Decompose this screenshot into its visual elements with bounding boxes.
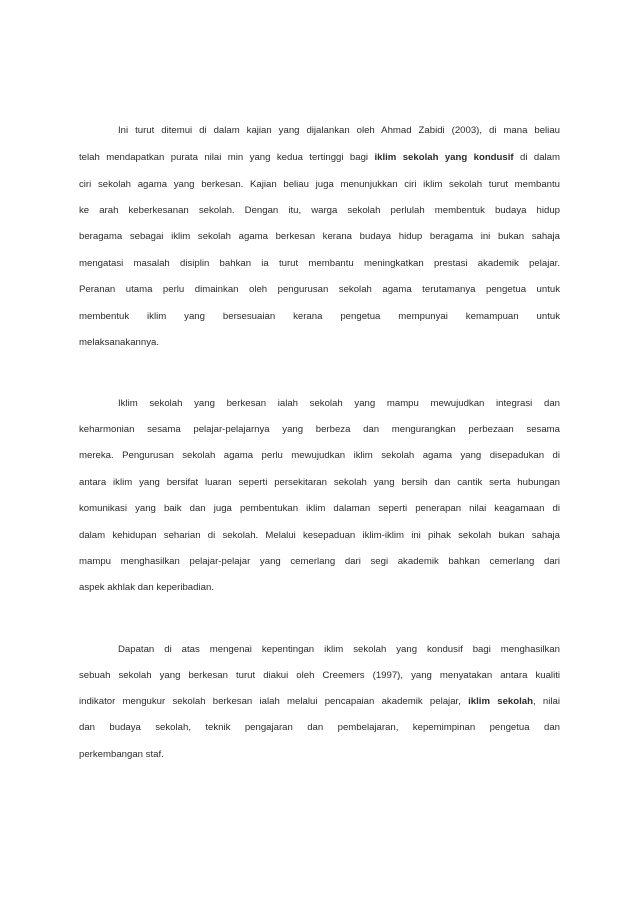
text-line: mereka. Pengurusan sekolah agama perlu mewujudkan iklim sekolah agama yang disepadukan di <box>79 450 560 461</box>
text-line: perkembangan staf. <box>79 749 164 760</box>
bold-phrase: iklim sekolah <box>468 696 533 707</box>
text-line: Peranan utama perlu dimainkan oleh pengurusan sekolah agama terutamanya pengetua untuk <box>79 284 560 295</box>
text-line: membentuk iklim yang bersesuaian kerana pengetua mempunyai kemampuan untuk <box>79 311 560 322</box>
text-line: antara iklim yang bersifat luaran seperti persekitaran sekolah yang bersih dan cantik serta hubungan <box>79 477 560 488</box>
text-line: ke arah keberkesanan sekolah. Dengan itu, warga sekolah perlulah membentuk budaya hidup <box>79 205 560 216</box>
text-line: dan budaya sekolah, teknik pengajaran dan pembelajaran, kepemimpinan pengetua dan <box>79 722 560 733</box>
text-line: komunikasi yang baik dan juga pembentukan iklim dalaman seperti penerapan nilai keagamaan di <box>79 503 560 514</box>
text-line: keharmonian sesama pelajar-pelajarnya yang berbeza dan mengurangkan perbezaan sesama <box>79 424 560 435</box>
text-line: telah mendapatkan purata nilai min yang kedua tertinggi bagi iklim sekolah yang kondusif di dalam <box>79 152 560 163</box>
text-line: indikator mengukur sekolah berkesan ialah melalui pencapaian akademik pelajar, iklim sekolah, nilai <box>79 696 560 707</box>
bold-phrase: iklim sekolah yang kondusif <box>374 152 514 163</box>
text-line: Iklim sekolah yang berkesan ialah sekolah yang mampu mewujudkan integrasi dan <box>118 398 560 409</box>
text-line: aspek akhlak dan keperibadian. <box>79 582 214 593</box>
text-line: dalam kehidupan seharian di sekolah. Melalui kesepaduan iklim-iklim ini pihak sekolah bukan sahaja <box>79 530 560 541</box>
text-line: mampu menghasilkan pelajar-pelajar yang cemerlang dari segi akademik bahkan cemerlang dari <box>79 556 560 567</box>
text-line: melaksanakannya. <box>79 337 159 348</box>
text-line: ciri sekolah agama yang berkesan. Kajian beliau juga menunjukkan ciri iklim sekolah turut membantu <box>79 179 560 190</box>
text-line: Dapatan di atas mengenai kepentingan iklim sekolah yang kondusif bagi menghasilkan <box>118 644 560 655</box>
text-line: sebuah sekolah yang berkesan turut diakui oleh Creemers (1997), yang menyatakan antara kualiti <box>79 670 560 681</box>
text-line: mengatasi masalah disiplin bahkan ia turut membantu meningkatkan prestasi akademik pelajar. <box>79 258 560 269</box>
text-line: beragama sebagai iklim sekolah agama berkesan kerana budaya hidup beragama ini bukan sahaja <box>79 231 560 242</box>
text-line: Ini turut ditemui di dalam kajian yang dijalankan oleh Ahmad Zabidi (2003), di mana beliau <box>118 125 560 136</box>
